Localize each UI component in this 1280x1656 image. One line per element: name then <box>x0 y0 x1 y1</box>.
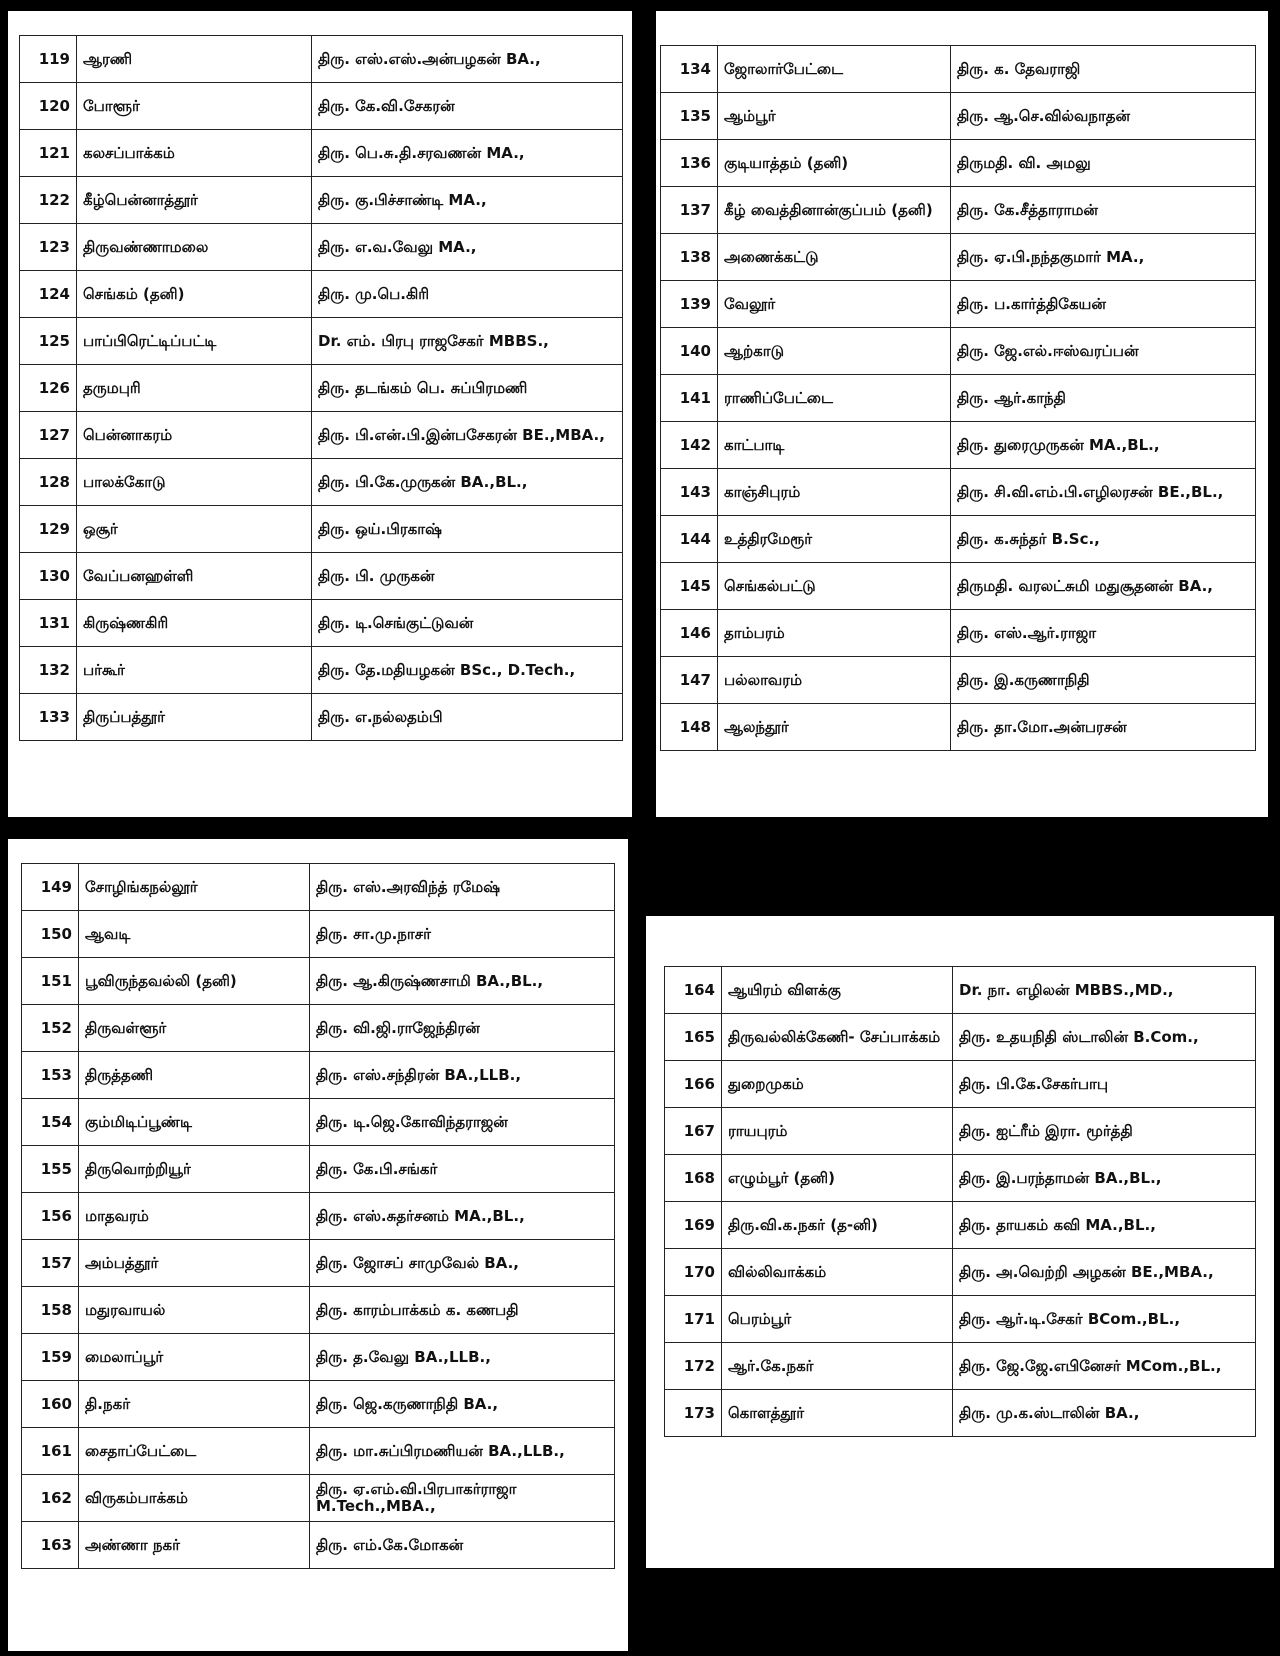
candidate-name: திரு. ஐட்ரீம் இரா. மூர்த்தி <box>953 1108 1256 1155</box>
candidate-list-panel-1 <box>8 11 632 817</box>
constituency-name: ஆரணி <box>77 36 312 83</box>
constituency-number: 172 <box>665 1343 722 1390</box>
candidate-name: திரு. காரம்பாக்கம் க. கணபதி <box>310 1287 615 1334</box>
constituency-number: 164 <box>665 967 722 1014</box>
constituency-number: 142 <box>661 422 718 469</box>
constituency-number: 159 <box>22 1334 79 1381</box>
constituency-number: 163 <box>22 1522 79 1569</box>
constituency-number: 123 <box>20 224 77 271</box>
candidate-name: திரு. தாயகம் கவி MA.,BL., <box>953 1202 1256 1249</box>
candidate-name: திரு. ஆ.கிருஷ்ணசாமி BA.,BL., <box>310 958 615 1005</box>
constituency-name: சைதாப்பேட்டை <box>79 1428 310 1475</box>
constituency-number: 137 <box>661 187 718 234</box>
candidate-name: திரு. மு.க.ஸ்டாலின் BA., <box>953 1390 1256 1437</box>
table-row <box>20 600 623 647</box>
table-row <box>20 365 623 412</box>
constituency-name: பென்னாகரம் <box>77 412 312 459</box>
constituency-name: காஞ்சிபுரம் <box>718 469 951 516</box>
constituency-number: 148 <box>661 704 718 751</box>
candidate-name: திரு. துரைமுருகன் MA.,BL., <box>951 422 1256 469</box>
constituency-name: திருவொற்றியூர் <box>79 1146 310 1193</box>
constituency-name: அண்ணா நகர் <box>79 1522 310 1569</box>
table-row <box>20 412 623 459</box>
table-row <box>22 1052 615 1099</box>
constituency-name: கலசப்பாக்கம் <box>77 130 312 177</box>
constituency-name: பர்கூர் <box>77 647 312 694</box>
constituency-name: ஆர்.கே.நகர் <box>722 1343 953 1390</box>
constituency-number: 157 <box>22 1240 79 1287</box>
constituency-number: 135 <box>661 93 718 140</box>
table-row <box>661 563 1256 610</box>
table-row <box>22 864 615 911</box>
constituency-number: 126 <box>20 365 77 412</box>
table-row <box>661 375 1256 422</box>
constituency-name: தி.நகர் <box>79 1381 310 1428</box>
constituency-number: 152 <box>22 1005 79 1052</box>
table-row <box>665 1202 1256 1249</box>
candidate-name: திரு. கு.பிச்சாண்டி MA., <box>312 177 623 224</box>
constituency-name: வேலூர் <box>718 281 951 328</box>
candidate-name: திரு. கே.வி.சேகரன் <box>312 83 623 130</box>
table-row <box>22 1240 615 1287</box>
constituency-number: 146 <box>661 610 718 657</box>
constituency-name: திருப்பத்தூர் <box>77 694 312 741</box>
table-row <box>665 1061 1256 1108</box>
constituency-number: 133 <box>20 694 77 741</box>
table-row <box>22 1522 615 1569</box>
candidate-name: திரு. எஸ்.அரவிந்த் ரமேஷ் <box>310 864 615 911</box>
constituency-number: 140 <box>661 328 718 375</box>
candidate-name: திரு. ஏ.பி.நந்தகுமார் MA., <box>951 234 1256 281</box>
candidate-name: திரு. தே.மதியழகன் BSc., D.Tech., <box>312 647 623 694</box>
table-row <box>20 130 623 177</box>
constituency-name: பூவிருந்தவல்லி (தனி) <box>79 958 310 1005</box>
constituency-name: எழும்பூர் (தனி) <box>722 1155 953 1202</box>
constituency-name: வேப்பனஹள்ளி <box>77 553 312 600</box>
constituency-number: 165 <box>665 1014 722 1061</box>
constituency-name: துறைமுகம் <box>722 1061 953 1108</box>
candidate-name: திரு. ஒய்.பிரகாஷ் <box>312 506 623 553</box>
table-row <box>665 1108 1256 1155</box>
constituency-name: காட்பாடி <box>718 422 951 469</box>
constituency-number: 147 <box>661 657 718 704</box>
table-row <box>20 694 623 741</box>
constituency-number: 120 <box>20 83 77 130</box>
table-row <box>20 459 623 506</box>
constituency-number: 125 <box>20 318 77 365</box>
constituency-name: கிருஷ்ணகிரி <box>77 600 312 647</box>
constituency-name: ஆம்பூர் <box>718 93 951 140</box>
constituency-name: உத்திரமேரூர் <box>718 516 951 563</box>
candidate-name: திரு. எஸ்.எஸ்.அன்பழகன் BA., <box>312 36 623 83</box>
table-row <box>22 958 615 1005</box>
table-row <box>661 704 1256 751</box>
candidate-table <box>664 966 1256 1437</box>
constituency-number: 127 <box>20 412 77 459</box>
constituency-name: போளூர் <box>77 83 312 130</box>
table-row <box>22 1193 615 1240</box>
constituency-name: மைலாப்பூர் <box>79 1334 310 1381</box>
constituency-name: ஒசூர் <box>77 506 312 553</box>
candidate-name: திரு. டி.செங்குட்டுவன் <box>312 600 623 647</box>
candidate-name: திரு. எஸ்.ஆர்.ராஜா <box>951 610 1256 657</box>
constituency-number: 170 <box>665 1249 722 1296</box>
table-row <box>661 140 1256 187</box>
candidate-name: திரு. ஜோசப் சாமுவேல் BA., <box>310 1240 615 1287</box>
table-row <box>661 516 1256 563</box>
candidate-list-panel-3 <box>8 839 628 1651</box>
table-row <box>665 1155 1256 1202</box>
table-row <box>661 657 1256 704</box>
candidate-name: Dr. எம். பிரபு ராஜசேகர் MBBS., <box>312 318 623 365</box>
candidate-name: திரு. டி.ஜெ.கோவிந்தராஜன் <box>310 1099 615 1146</box>
constituency-number: 168 <box>665 1155 722 1202</box>
table-row <box>665 1249 1256 1296</box>
candidate-name: திரு. ஏ.எம்.வி.பிரபாகர்ராஜா M.Tech.,MBA., <box>310 1475 615 1522</box>
candidate-name: திரு. கே.பி.சங்கர் <box>310 1146 615 1193</box>
constituency-number: 158 <box>22 1287 79 1334</box>
table-row <box>20 647 623 694</box>
candidate-name: திரு. சா.மு.நாசர் <box>310 911 615 958</box>
table-row <box>661 469 1256 516</box>
constituency-name: திரு.வி.க.நகர் (த-னி) <box>722 1202 953 1249</box>
constituency-number: 139 <box>661 281 718 328</box>
constituency-number: 121 <box>20 130 77 177</box>
candidate-name: திரு. தடங்கம் பெ. சுப்பிரமணி <box>312 365 623 412</box>
constituency-name: தருமபுரி <box>77 365 312 412</box>
table-row <box>661 422 1256 469</box>
candidate-name: திரு. பி.கே.சேகர்பாபு <box>953 1061 1256 1108</box>
constituency-name: ராணிப்பேட்டை <box>718 375 951 422</box>
candidate-name: திரு. இ.பரந்தாமன் BA.,BL., <box>953 1155 1256 1202</box>
candidate-name: திரு. மா.சுப்பிரமணியன் BA.,LLB., <box>310 1428 615 1475</box>
table-row <box>661 610 1256 657</box>
candidate-name: திருமதி. வரலட்சுமி மதுசூதனன் BA., <box>951 563 1256 610</box>
candidate-name: திரு. பி. முருகன் <box>312 553 623 600</box>
candidate-table <box>21 863 615 1569</box>
table-row <box>22 1334 615 1381</box>
table-row <box>665 1390 1256 1437</box>
table-row <box>661 187 1256 234</box>
constituency-number: 169 <box>665 1202 722 1249</box>
constituency-name: சோழிங்கநல்லூர் <box>79 864 310 911</box>
table-row <box>22 1475 615 1522</box>
candidate-name: திரு. உதயநிதி ஸ்டாலின் B.Com., <box>953 1014 1256 1061</box>
constituency-name: பெரம்பூர் <box>722 1296 953 1343</box>
candidate-name: திரு. எஸ்.சுதர்சனம் MA.,BL., <box>310 1193 615 1240</box>
constituency-number: 130 <box>20 553 77 600</box>
constituency-number: 167 <box>665 1108 722 1155</box>
table-row <box>22 1381 615 1428</box>
candidate-name: திரு. எஸ்.சந்திரன் BA.,LLB., <box>310 1052 615 1099</box>
constituency-name: அணைக்கட்டு <box>718 234 951 281</box>
candidate-name: திரு. எ.வ.வேலு MA., <box>312 224 623 271</box>
candidate-name: திரு. பி.என்.பி.இன்பசேகரன் BE.,MBA., <box>312 412 623 459</box>
table-row <box>22 1287 615 1334</box>
table-row <box>661 93 1256 140</box>
constituency-number: 153 <box>22 1052 79 1099</box>
candidate-name: திரு. கே.சீத்தாராமன் <box>951 187 1256 234</box>
candidate-name: திரு. சி.வி.எம்.பி.எழிலரசன் BE.,BL., <box>951 469 1256 516</box>
candidate-name: திரு. எம்.கே.மோகன் <box>310 1522 615 1569</box>
constituency-name: பல்லாவரம் <box>718 657 951 704</box>
constituency-number: 132 <box>20 647 77 694</box>
constituency-name: ஆலந்தூர் <box>718 704 951 751</box>
constituency-number: 124 <box>20 271 77 318</box>
constituency-name: விருகம்பாக்கம் <box>79 1475 310 1522</box>
constituency-name: தாம்பரம் <box>718 610 951 657</box>
candidate-name: திரு. ஜே.ஜே.எபினேசர் MCom.,BL., <box>953 1343 1256 1390</box>
candidate-name: திரு. எ.நல்லதம்பி <box>312 694 623 741</box>
constituency-name: குடியாத்தம் (தனி) <box>718 140 951 187</box>
table-row <box>22 1428 615 1475</box>
constituency-number: 138 <box>661 234 718 281</box>
constituency-name: செங்கம் (தனி) <box>77 271 312 318</box>
table-row <box>665 1014 1256 1061</box>
constituency-name: பாலக்கோடு <box>77 459 312 506</box>
candidate-name: திரு. ஆர்.டி.சேகர் BCom.,BL., <box>953 1296 1256 1343</box>
candidate-name: திரு. ஆர்.காந்தி <box>951 375 1256 422</box>
constituency-number: 160 <box>22 1381 79 1428</box>
constituency-name: கீழ்பென்னாத்தூர் <box>77 177 312 224</box>
constituency-name: ஜோலார்பேட்டை <box>718 46 951 93</box>
constituency-number: 144 <box>661 516 718 563</box>
candidate-name: திருமதி. வி. அமலு <box>951 140 1256 187</box>
table-row <box>20 224 623 271</box>
table-row <box>665 967 1256 1014</box>
table-row <box>20 553 623 600</box>
table-row <box>661 234 1256 281</box>
constituency-name: திருவல்லிக்கேணி- சேப்பாக்கம் <box>722 1014 953 1061</box>
constituency-number: 141 <box>661 375 718 422</box>
table-row <box>665 1296 1256 1343</box>
table-row <box>20 83 623 130</box>
constituency-number: 161 <box>22 1428 79 1475</box>
table-row <box>665 1343 1256 1390</box>
constituency-number: 173 <box>665 1390 722 1437</box>
constituency-number: 145 <box>661 563 718 610</box>
constituency-name: அம்பத்தூர் <box>79 1240 310 1287</box>
table-row <box>661 328 1256 375</box>
constituency-name: திருவண்ணாமலை <box>77 224 312 271</box>
constituency-number: 134 <box>661 46 718 93</box>
constituency-number: 129 <box>20 506 77 553</box>
constituency-number: 162 <box>22 1475 79 1522</box>
candidate-name: திரு. ப.கார்த்திகேயன் <box>951 281 1256 328</box>
constituency-name: திருவள்ளூர் <box>79 1005 310 1052</box>
constituency-name: ஆயிரம் விளக்கு <box>722 967 953 1014</box>
constituency-number: 171 <box>665 1296 722 1343</box>
constituency-number: 143 <box>661 469 718 516</box>
table-row <box>22 1099 615 1146</box>
table-row <box>661 46 1256 93</box>
constituency-number: 128 <box>20 459 77 506</box>
candidate-name: திரு. அ.வெற்றி அழகன் BE.,MBA., <box>953 1249 1256 1296</box>
candidate-name: திரு. ஜே.எல்.ஈஸ்வரப்பன் <box>951 328 1256 375</box>
constituency-number: 150 <box>22 911 79 958</box>
candidate-name: திரு. இ.கருணாநிதி <box>951 657 1256 704</box>
constituency-name: கொளத்தூர் <box>722 1390 953 1437</box>
constituency-number: 155 <box>22 1146 79 1193</box>
constituency-number: 151 <box>22 958 79 1005</box>
table-row <box>20 271 623 318</box>
constituency-name: பாப்பிரெட்டிப்பட்டி <box>77 318 312 365</box>
constituency-number: 136 <box>661 140 718 187</box>
candidate-name: திரு. தா.மோ.அன்பரசன் <box>951 704 1256 751</box>
table-row <box>661 281 1256 328</box>
candidate-name: திரு. ஜெ.கருணாநிதி BA., <box>310 1381 615 1428</box>
constituency-name: திருத்தணி <box>79 1052 310 1099</box>
candidate-name: திரு. ஆ.செ.வில்வநாதன் <box>951 93 1256 140</box>
constituency-name: ராயபுரம் <box>722 1108 953 1155</box>
constituency-name: மாதவரம் <box>79 1193 310 1240</box>
candidate-name: திரு. க.சுந்தர் B.Sc., <box>951 516 1256 563</box>
constituency-number: 131 <box>20 600 77 647</box>
constituency-name: வில்லிவாக்கம் <box>722 1249 953 1296</box>
candidate-name: திரு. பெ.சு.தி.சரவணன் MA., <box>312 130 623 177</box>
constituency-name: ஆற்காடு <box>718 328 951 375</box>
candidate-name: திரு. த.வேலு BA.,LLB., <box>310 1334 615 1381</box>
constituency-name: கும்மிடிப்பூண்டி <box>79 1099 310 1146</box>
table-row <box>20 36 623 83</box>
candidate-table <box>660 45 1256 751</box>
candidate-name: திரு. க. தேவராஜி <box>951 46 1256 93</box>
constituency-number: 119 <box>20 36 77 83</box>
table-row <box>22 1005 615 1052</box>
table-row <box>22 1146 615 1193</box>
table-row <box>20 177 623 224</box>
table-row <box>20 318 623 365</box>
candidate-list-panel-2 <box>656 11 1268 817</box>
constituency-name: கீழ் வைத்தினான்குப்பம் (தனி) <box>718 187 951 234</box>
table-row <box>20 506 623 553</box>
candidate-name: திரு. பி.கே.முருகன் BA.,BL., <box>312 459 623 506</box>
constituency-name: ஆவடி <box>79 911 310 958</box>
candidate-name: திரு. வி.ஜி.ராஜேந்திரன் <box>310 1005 615 1052</box>
table-row <box>22 911 615 958</box>
candidate-name: திரு. மு.பெ.கிரி <box>312 271 623 318</box>
constituency-number: 166 <box>665 1061 722 1108</box>
candidate-name: Dr. நா. எழிலன் MBBS.,MD., <box>953 967 1256 1014</box>
constituency-name: மதுரவாயல் <box>79 1287 310 1334</box>
constituency-number: 156 <box>22 1193 79 1240</box>
constituency-number: 154 <box>22 1099 79 1146</box>
constituency-name: செங்கல்பட்டு <box>718 563 951 610</box>
candidate-list-panel-4 <box>646 916 1274 1568</box>
constituency-number: 149 <box>22 864 79 911</box>
candidate-table <box>19 35 623 741</box>
constituency-number: 122 <box>20 177 77 224</box>
